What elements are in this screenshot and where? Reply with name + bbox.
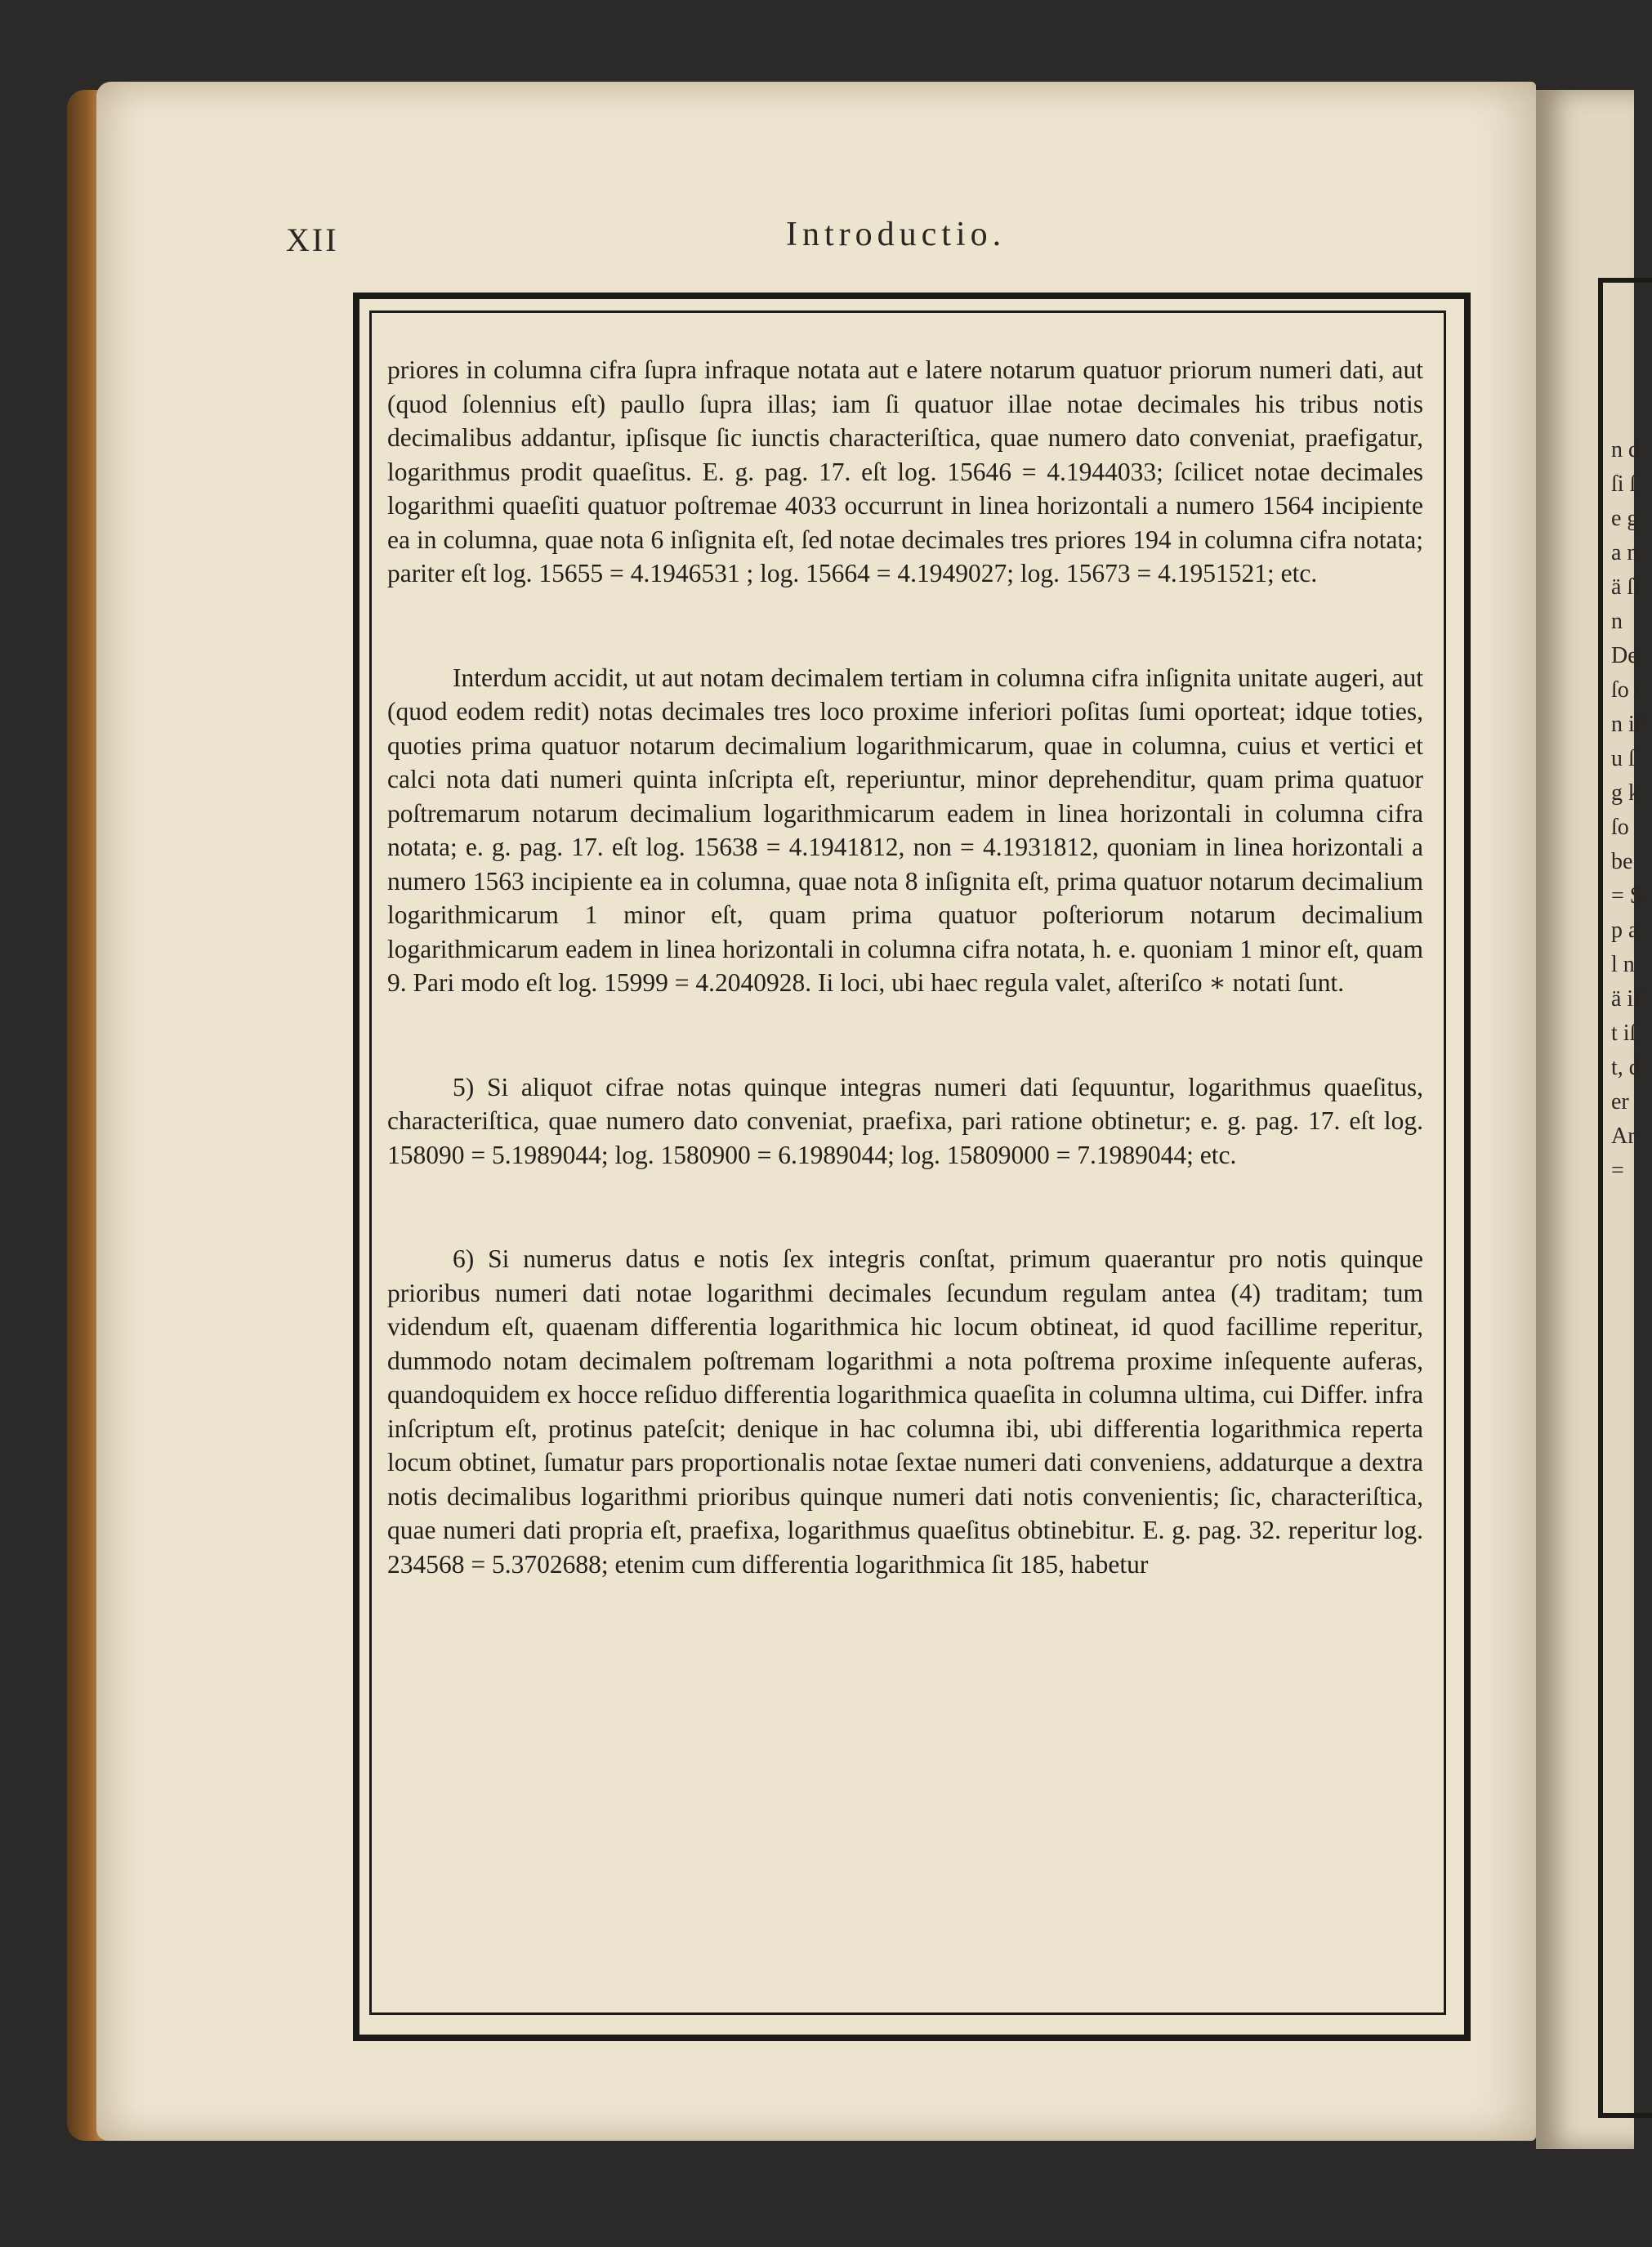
running-head: Introductio. <box>786 216 1007 253</box>
paragraph-rule-6: 6) Si numerus datus e notis ſex integris conſtat, primum quaerantur pro notis quinque prioribus numeri dati notae logarithmi decimales ſecundum regulam antea (4) traditam; tum videndum eſt, quaenam differentia logarithmica hic locum obtineat, id quod facillime reperitur, dummodo notam decimalem poſtremam logarithmi a nota poſtrema proxime inſequente auferas, quandoquidem ex hocce reſiduo differentia logarithmica quaeſita in columna ultima, cui Differ. infra inſcriptum eſt, protinus pateſcit; denique in hac columna ibi, ubi differentia logarithmica reperta locum obtinet, ſumatur pars proportionalis notae ſextae numeri dati conveniens, addaturque a dextra notis decimalibus logarithmi prioribus quinque numeri dati notis convenientis; ſic, characteriſtica, quae numeri dati propria eſt, praefixa, logarithmus quaeſitus obtinebitur. E. g. pag. 32. reperitur log. 234568 = 5.3702688; etenim cum differentia logarithmica ſit 185, habetur <box>387 1244 1423 1579</box>
paragraph-interdum: Interdum accidit, ut aut notam decimalem tertiam in columna cifra inſignita unitate augeri, aut (quod eodem redit) notas decimales tres loco proxime inferiori poſitas ſumi oporteat; idque toties, quoties prima quatuor notarum decimalium logarithmicarum, quae in columna, cuius et vertici et calci nota dati numeri quinta inſcripta eſt, reperiuntur, minor deprehenditur, quam prima quatuor poſtremarum notarum decimalium logarithmicarum eadem in linea horizontali in columna cifra notata; e. g. pag. 17. eſt log. 15638 = 4.1941812, non = 4.1931812, quoniam in linea horizontali a numero 1563 incipiente ea in columna, quae nota 8 inſignita eſt, prima quatuor notarum decimalium logarithmicarum 1 minor eſt, quam prima quatuor poſteriorum notarum decimalium logarithmicarum eadem in linea horizontali in columna cifra notata, h. e. quoniam 1 minor eſt, quam 9. Pari modo eſt log. 15999 = 4.2040928. Ii loci, ubi haec regula valet, aſteriſco ∗ notati ſunt. <box>387 663 1423 997</box>
facing-page <box>1536 90 1643 2149</box>
page-number: XII <box>286 221 339 258</box>
main-text <box>387 353 1423 1581</box>
paragraph-rule-5: 5) Si aliquot cifrae notas quinque integras numeri dati ſequuntur, logarithmus quaeſitus, characteriſtica, quae numero dato conveniat, praefixa, pari ratione obtinetur; e. g. pag. 17. eſt log. 158090 = 5.1989044; log. 1580900 = 6.1989044; log. 15809000 = 7.1989044; etc. <box>387 1072 1423 1169</box>
facing-page-text: n d ſi ſe ga nä ſin De ſo in if u ſ g k ſo be = Sp al nä iſt iſt, der Ar = <box>1611 437 1643 1183</box>
paragraph-continuation: priores in columna cifra ſupra infraque notata aut e latere notarum quatuor priorum numeri dati, aut (quod ſolennius eſt) paullo ſupra illas; iam ſi quatuor illae notae decimales his tribus notis decimalibus addantur, ipſisque ſic iunctis characteriſtica, quae numero dato conveniat, praefigatur, logarithmus prodit quaeſitus. E. g. pag. 17. eſt log. 15646 = 4.1944033; ſcilicet notae decimales logarithmi quaeſiti quatuor poſtremae 4033 occurrunt in linea horizontali a numero 1564 incipiente ea in columna, quae nota 6 inſignita eſt, ſed notae decimales tres priores 194 in columna cifra notata; pariter eſt log. 15655 = 4.1946531 ; log. 15664 = 4.1949027; log. 15673 = 4.1951521; etc. <box>387 355 1423 587</box>
